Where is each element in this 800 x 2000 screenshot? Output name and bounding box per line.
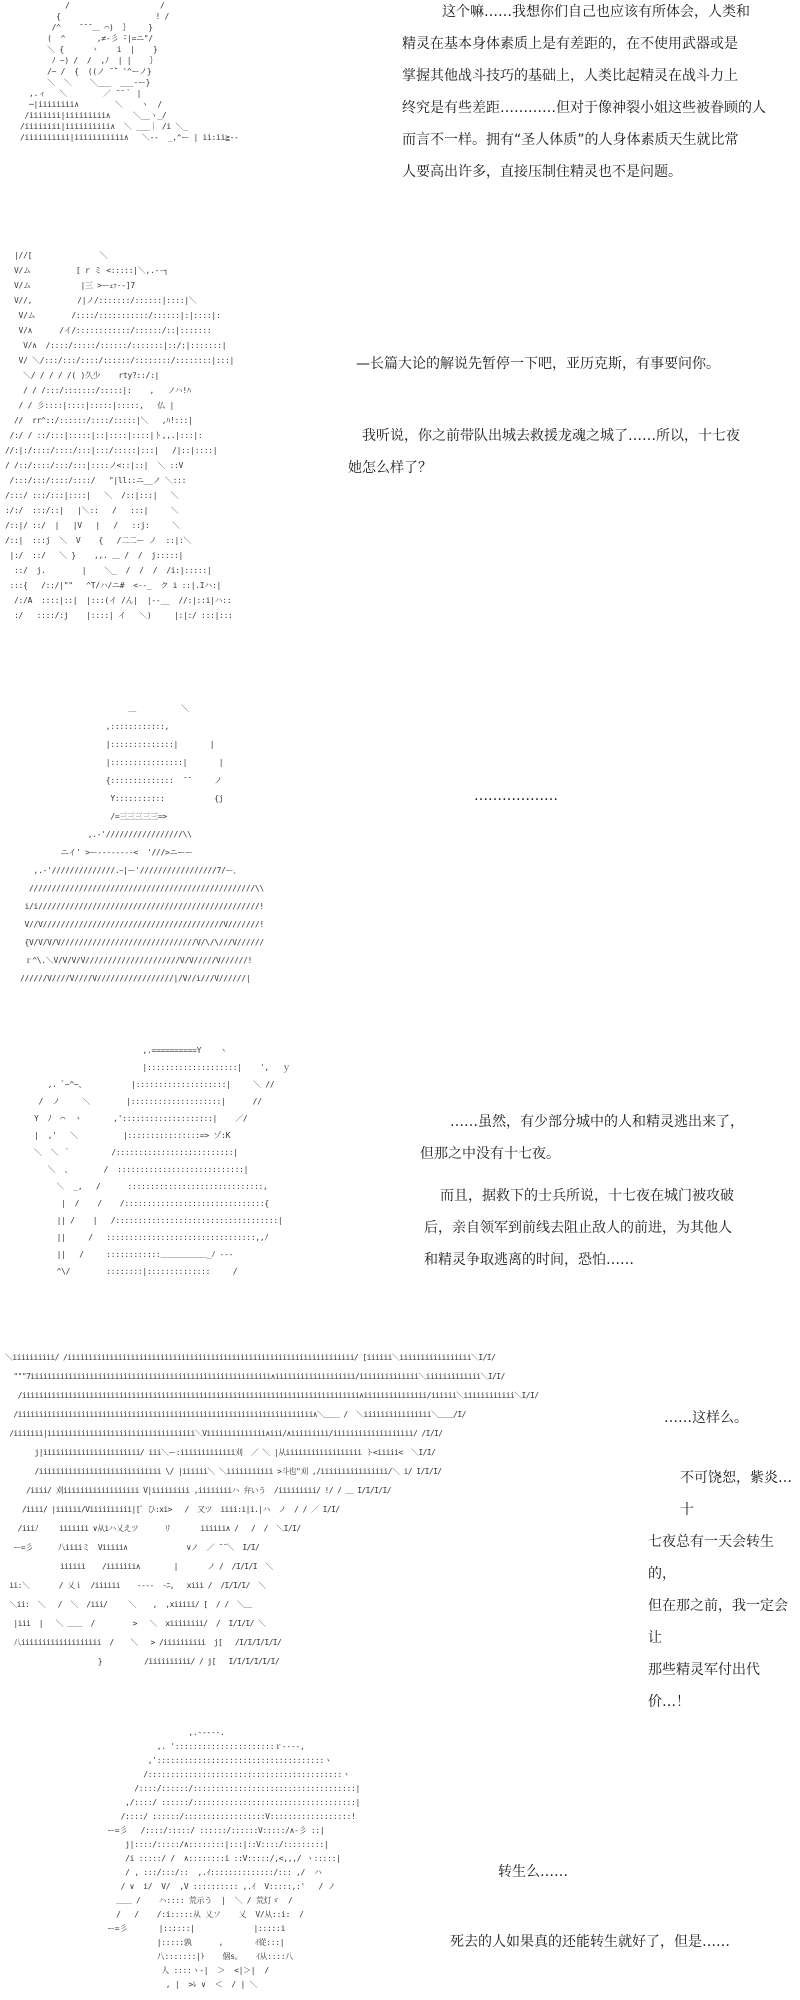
dialog-1 bbox=[402, 0, 766, 188]
dialog-5a bbox=[664, 1402, 748, 1434]
dialog-5b bbox=[648, 1462, 800, 1718]
dialog-line: 七夜总有一天会转生的， bbox=[648, 1534, 774, 1582]
dialog-line: 而且，据救下的士兵所说，十七夜在城门被攻破 bbox=[440, 1188, 734, 1204]
ascii-art-figure-3: ＿ ＼ ,::::::::::::, |::::::::::::::| | |::::::::::::::::| | {:::::::::::::: ̄ ̄ ノ Y::::::::::: {j /=三三三三三=> ,.-'/////////////////\\ ニイ' >ー--------< '///>ニーー ,.-'//////////////.ｰ|ー'/////////////////7/ー､ //////////////////////////////////////////////////\\ i/i/////////////////////////////////////////////////! V//V////////////////////////////////////////V///////! {V/V/V/V//////////////////////////////V/\/\///V////// ｒ^\.＼V/V/V/V/////////////////////V/V/////V//////! //////V////V////V/////////////////|/V//i///V//////| bbox=[20, 704, 264, 983]
dialog-line: 但那之中没有十七夜。 bbox=[420, 1146, 560, 1162]
dialog-6a bbox=[498, 1856, 568, 1888]
panel-1 bbox=[0, 0, 800, 220]
panel-3 bbox=[0, 700, 800, 1000]
panel-4 bbox=[0, 1042, 800, 1312]
dialog-line: 我听说，你之前带队出城去救援龙魂之城了……所以，十七夜 bbox=[362, 428, 740, 444]
panel-6 bbox=[0, 1726, 800, 2000]
dialog-line: 精灵在基本身体素质上是有差距的，在不使用武器或是 bbox=[402, 36, 738, 52]
dialog-line: ……………… bbox=[474, 788, 558, 804]
dialog-line: 后，亲自领军到前线去阻止敌人的前进，为其他人 bbox=[424, 1220, 732, 1236]
dialog-line: 和精灵争取逃离的时间，恐怕…… bbox=[424, 1252, 634, 1268]
ascii-art-figure-1: / / { ! / /^ ̄ ̄ ̄ ＿ ⌒) ｝ } ( ^ ,≠-彡 ̄-|=ニ"/ ＼ { ヽ i | } ﾉ ~) / / ,ﾉ | | ｝ /~ / { ((ノ ̄ ̄` '^ーノ} ＼ ＼ ＼___ ___-ー} ,.ィ ＼ ／ ̄ ̄ ｀ | ─|iiiiiiii∧ ＼ ヽ / /iiiiiii|iiiiiiiii∧ ＼__ヽ_/ /iiiiiiii|iiiiiiiiii∧ ＼ ___｜ /i ＼_ /iiiiiiiiii|iiiiiiiiiii∧ ＼-- _,^ー | ii:ii≧-- bbox=[20, 1, 239, 142]
dialog-line: 转生么…… bbox=[498, 1864, 568, 1880]
dialog-line: 而言不一样。拥有“圣人体质”的人身体素质天生就比常 bbox=[402, 132, 739, 148]
panel-2 bbox=[0, 248, 800, 668]
ascii-art-figure-6: ,.-----. ,. '::::::::::::::::::::::ｒ----, ,':::::::::::::::::::::::::::::::::::::ヽ /:::::::::::::::::::::::::::::::::::::::::::ヽ /::::/::::::/::::::::::::::::::::::::::::::::::::| ,/::::/ ::::::/::::::::::::::::::::::::::::::::::::| /::::/ ::::::/::::::::::::::::::V::::::::::::::::::! ー=彡 /::::/:::::/ ::::::/::::::V:::::/∧-彡 ::| j|::::/:::::/∧::::::::|:::|::V::::/:::::::::| /i :::::/ / ∧::::::::i ::V:::::/,<,,,/ ヽ:::::| / , :::/:::/:: ,.ｲ::::::::::::::/::: ,/ ハ / ∨ i/ V/ ,V :::::::::: ,.ｲ V:::::,:' / ノ ＿＿ / ハ:::: 荒示う | ＼ / 荒灯ゞ / / / /:i:::::从 乂ソ 乂 V/从::i: / ー=彡 |::::::| |:::::i |:::::孰 , ｲ從:::| 八:::::::|ﾄ 個s。 ｲ从::::八 人 ::::ヽ-| ＞ <|＞| / , | >ﾚ ∨ ＜ / | ＼ bbox=[107, 1728, 361, 1989]
dialog-line: 掌握其他战斗技巧的基础上，人类比起精灵在战斗力上 bbox=[402, 68, 738, 84]
dialog-line: 但在那之前，我一定会让 bbox=[648, 1598, 788, 1646]
dialog-line: 不可饶恕，紫炎…十 bbox=[680, 1470, 792, 1518]
dialog-6b bbox=[450, 1926, 730, 1958]
dialog-line: 她怎么样了？ bbox=[348, 460, 432, 476]
dialog-line: —长篇大论的解说先暂停一下吧，亚历克斯，有事要问你。 bbox=[356, 356, 720, 372]
panel-5 bbox=[0, 1340, 800, 1710]
dialog-line: 那些精灵军付出代价…！ bbox=[648, 1662, 760, 1710]
dialog-line: 人要高出许多，直接压制住精灵也不是问题。 bbox=[402, 164, 682, 180]
ascii-art-figure-4: ,.==========Y ヽ |::::::::::::::::::::| ', ｙ ,. ﾞ~^~、 |::::::::::::::::::::| ＼ // / ノ ＼ |::::::::::::::::::::| // Y ﾉ ⌒ ヽ ,'::::::::::::::::::::| ／/ | ,' ＼ |::::::::::::::::=> ゾ:Κ ＼ ＼ ｀ /::::::::::::::::::::::::::| ＼ 、 / ::::::::::::::::::::::::::::| ＼ _, / ::::::::::::::::::::::::::::::, | / / /:::::::::::::::::::::::::::::::{ || / | /::::::::::::::::::::::::::::::::::::| || / :::::::::::::::::::::::::::::::::,,ﾉ || / ::::::::::::＿＿＿＿＿＿_ﾉ --- ^\/ ::::::::|:::::::::::::: / bbox=[34, 1046, 291, 1276]
ascii-art-figure-5: ＼iiiiiiiiii/ /iiiiiiiiiiiiiiiiiiiiiiiiiiiiiiiiiiiiiiiiiiiiiiiiiiiiiiiiiiiiiiiiiiii/ [iiiiii＼iiiiiiiiiiiiiiiii＼I/I/ """7iiiiiiiiiiiiiiiiiiiiiiiiiiiiiiiiiiiiiiiiiiiiiiiiiiiiiiiii∧iiiiiiiiiiiiiiiiiii/iiiiiiiiiiiiii＼iiiiiiiiiiiii＼I/I/ /iiiiiiiiiiiiiiiiiiiiiiiiiiiiiiiiiiiiiiiiiiiiiiiiiiiiiiiiiiiiiiiiiiiiiiiiiiiiiiii∧iiiiiiiiiiiiiii/iiiiii＼iiiiiiiiiiii＼I/I/ /iiiiiiiiiiiiiiiiiiiiiiiiiiiiiiiiiiiiiiiiiiiiiiiiiiiiiiiiiiiiiiiiiiiiii∧＼＿＿ / ＼iiiiiiiiiiiiiiii＼＿＿/I/ /iiiiiii|iiiiiiiiiiiiiiiiiiiiiiiiiiiiiiiiiii＼Viiiiiiiiiiiiii∧iii/∧iiiiiiiii/iiiiiiiiiiiiiiiiiii/ /I/I/ j|iiiiiiiiiiiiiiiiiiiiiii/ iii＼ー:iiiiiiiiiiiii刈 ／ ＼ |从iiiiiiiiiiiiiiiiii ト<iiiii< ＼I/I/ /iiiiiiiiiiiiiiiiiiiiiiiiiiiii \/ |iiiiii＼ ＼iiiiiiiiiii >斗也"刈 ,/iiiiiiiiiiiiiiii/＼ i/ I/I/I/ /iiii/ 刈iiiiiiiiiiiiiiiiii V|iiiiiiiii ,iiiiiiiiハ 弁いう /iiiiiiiii/ !/ / ＿ I/I/I/I/ /iiii/ |iiiiii/Viiiiiiiiii|[ﾟ ひ:xi> / 又ツ iiii:i|i.|ハ ノ / / ／ I/I/ /iiiﾉ iiiiiii ∨从iハ乂えツ リ iiiiii∧ / / / ＼I/I/ ー=彡 八iiiiミ Viiiii∧ ∨ノ ／ ̄ ̄ ＼ I/I/ iiiiii /iiiiiii∧ | ノ / /I/I/I ＼ ii:＼ / 乂ｉ /iiiiii ---- -ﾆ, xiii / /I/I/I/ ＼ ＼ii: ＼ / ＼ /iii/ ＼ , ,xiiiii/ [ / / ＼＿ |iii | ＼ ＿＿ / > ＼ xiiiiiiii/ / I/I/I/ ＼ 八iiiiiiiiiiiiiiiiiii / ＼ > /iiiiiiiiii j[ /I/I/I/I/I/ } /iiiiiiiiii/ / j[ I/I/I/I/I/I/ bbox=[5, 1353, 539, 1666]
dialog-line: 终究是有些差距…………但对于像神裂小姐这些被眷顾的人 bbox=[402, 100, 766, 116]
dialog-2 bbox=[348, 348, 740, 484]
dialog-4 bbox=[420, 1106, 744, 1276]
dialog-line: ……这样么。 bbox=[664, 1410, 748, 1426]
ascii-art-figure-2: |//[ ＼ V/ム [ r ミ <:::::|＼,.--┐ V/ム |三 >ーｪｧ--]7 V//, /|ノ/:::::::/::::::|::::|＼ V/ム /::::/:::::::::::/::::::|:|::::|: V/∧ /イ/::::::::::::/::::::/::|::::::: V/∧ /::::/:::::/::::::/:::::::|::/:|:::::::| V/ ＼/:::/:::/::::/::::::/::::::::/::::::::|:::| ＼/ / / / /( )久少 rty?::/:| / / /:::/:::::::/:::::|: , ノハ!ﾊ / / 彡::::|::::|:::::|:::::, 仏 | // rr^::/::::::/::::/:::::|＼ ,ﾊ!:::| /:/ / ::/:::|:::::|::|::::|::::|ト,,.|:::|: //:|:/::::/::::/:::|:::/:::::|:::| /|::|::::| / /::/::::/:::/:::|::::ノ<::|::| ＼ ::V /:::/:::/::::/::::/ "|ll::ニ__ノ ＼::: /:::/ :::/:::|::::| ＼ /::|:::| ＼ :/:/ :::/::| |＼:: / :::| ＼ /::|/ ::/ | |V | / ::j: ＼ /::| :::j ＼ V { /二二ー ノ ::|:＼ |:/ ::/ ＼ } ,,. ＿ / / j:::::| ::/ j. | ＼_ / / / /i:|:::::| :::{ /::/|"" ^T/ハ/ニ# <--_ ク i ::|.Iハ:| /:/A ::::|::| |:::(イ /ん| |--__ //:|::i|ハ:: :/ ::::/:j |::::| イ ＼) |:|:/ :::|::: bbox=[5, 251, 235, 620]
dialog-line: 这个嘛……我想你们自己也应该有所体会，人类和 bbox=[442, 4, 750, 20]
dialog-3 bbox=[474, 780, 558, 812]
dialog-line: 死去的人如果真的还能转生就好了，但是…… bbox=[450, 1934, 730, 1950]
dialog-line: ……虽然，有少部分城中的人和精灵逃出来了， bbox=[450, 1114, 744, 1130]
